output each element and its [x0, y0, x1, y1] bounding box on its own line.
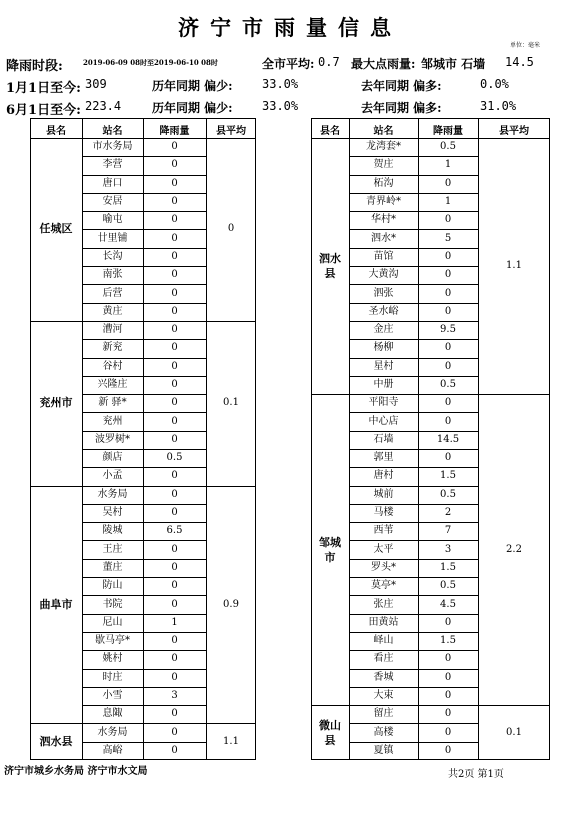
rainfall-value: 0: [171, 214, 178, 226]
rainfall-value: 0: [444, 616, 452, 628]
rainfall-value: 0: [171, 196, 178, 208]
station-name: 书院: [102, 598, 123, 610]
rainfall-value: 6.5: [166, 525, 183, 537]
station-name: 高峪: [102, 744, 123, 756]
station-name: 时庄: [102, 671, 123, 683]
station-name: 防山: [102, 580, 123, 592]
station-name: 平阳寺: [368, 397, 399, 409]
rainfall-value: 9.5: [440, 324, 456, 336]
column-header: 站名: [373, 126, 394, 137]
station-name: 夏镇: [373, 744, 394, 756]
column-header: 降雨量: [159, 126, 190, 137]
hist-label: 历年同期 偏少:: [152, 79, 233, 93]
rainfall-value: 0: [171, 305, 178, 317]
rainfall-value: 0: [171, 287, 178, 299]
rainfall-value: 0: [171, 269, 178, 281]
rainfall-value: 2: [444, 507, 452, 519]
station-name: 峄山: [373, 635, 394, 647]
column-header: 县名: [46, 126, 66, 137]
station-name: 田黄站: [368, 616, 399, 628]
station-name: 漕河: [102, 324, 123, 336]
station-name: 南张: [102, 269, 123, 281]
rainfall-value: 0: [171, 378, 178, 390]
last-value: 31.0%: [480, 99, 517, 113]
hist-label: 历年同期 偏少:: [152, 101, 233, 115]
county-average: 1.1: [506, 260, 522, 272]
station-name: 柘沟: [373, 177, 394, 189]
rainfall-value: 0: [171, 360, 178, 372]
rainfall-value: 0: [171, 232, 178, 244]
rainfall-value: 0: [171, 141, 178, 153]
unit-label: 单位：毫米: [510, 42, 541, 49]
station-name: 兖州: [102, 415, 123, 427]
rainfall-value: 0: [444, 250, 452, 262]
rainfall-value: 0.5: [166, 452, 183, 464]
station-name: 吴村: [102, 507, 123, 519]
rainfall-value: 1.5: [440, 561, 456, 573]
summary-label: 6月1日至今:: [6, 103, 81, 118]
rainfall-value: 0: [171, 250, 178, 262]
max-station: 邹城市 石墙: [421, 57, 486, 71]
station-name: 城前: [373, 488, 394, 500]
station-name: 石墙: [373, 433, 394, 445]
rainfall-value: 0: [171, 507, 178, 519]
county-average: 0.1: [506, 726, 522, 738]
period-label: 降雨时段:: [6, 59, 63, 74]
rainfall-value: 0.5: [440, 488, 456, 500]
summary-value: 223.4: [85, 99, 122, 113]
station-name: 罗头*: [371, 561, 396, 573]
rainfall-value: 1: [171, 616, 178, 628]
rainfall-value: 0: [171, 397, 178, 409]
rainfall-value: 14.5: [436, 433, 460, 445]
station-name: 金庄: [373, 324, 394, 336]
last-label: 去年同期 偏多:: [361, 101, 442, 115]
summary-value: 309: [85, 77, 107, 91]
last-label: 去年同期 偏多:: [361, 79, 442, 93]
hist-value: 33.0%: [262, 77, 299, 91]
station-name: 新 驿*: [98, 397, 127, 409]
rainfall-value: 0: [444, 397, 452, 409]
page-title: 济宁市雨量信息: [178, 15, 402, 40]
city-avg-label: 全市平均:: [262, 57, 315, 71]
station-name: 太平: [373, 543, 394, 555]
station-name: 后营: [102, 287, 123, 299]
county-name: 泗水县: [39, 734, 73, 748]
station-name: 西苇: [373, 525, 394, 537]
station-name: 贺庄: [373, 159, 394, 171]
station-name: 高楼: [373, 726, 394, 738]
station-name: 波罗树*: [95, 433, 130, 445]
rainfall-value: 0.5: [440, 378, 456, 390]
station-name: 陵城: [102, 525, 123, 537]
rainfall-value: 0: [171, 470, 178, 482]
station-name: 廿里铺: [97, 232, 128, 244]
station-name: 圣水峪: [368, 305, 399, 317]
city-avg-value: 0.7: [318, 55, 340, 69]
station-name: 安居: [102, 196, 123, 208]
station-name: 香城: [373, 671, 394, 683]
rainfall-value: 1.5: [440, 635, 456, 647]
rainfall-value: 0: [171, 708, 178, 720]
rainfall-value: 1: [444, 196, 452, 208]
rainfall-value: 5: [444, 232, 452, 244]
rainfall-value: 0: [444, 177, 452, 189]
county-average: 0: [227, 223, 235, 235]
rainfall-value: 0: [444, 287, 452, 299]
station-name: 杨柳: [373, 342, 394, 354]
station-name: 姚村: [102, 653, 123, 665]
station-name: 龙湾套*: [366, 141, 401, 153]
station-name: 中心店: [368, 415, 399, 427]
rainfall-value: 0: [444, 671, 452, 683]
station-name: 董庄: [102, 561, 123, 573]
column-divider: [206, 118, 207, 760]
station-name: 留庄: [373, 708, 394, 720]
column-header: 降雨量: [433, 126, 463, 137]
period-value: 2019-06-09 08时至2019-06-10 08时: [83, 58, 218, 67]
rainfall-value: 0: [444, 726, 452, 738]
rainfall-value: 0: [171, 177, 178, 189]
station-name: 泗张: [373, 287, 394, 299]
station-name: 星村: [373, 360, 394, 372]
county-average: 0.1: [223, 397, 239, 409]
county-name: 曲阜市: [39, 597, 73, 611]
rainfall-value: 7: [444, 525, 452, 537]
rainfall-value: 0: [171, 580, 178, 592]
station-name: 水务局: [97, 488, 128, 500]
hist-value: 33.0%: [262, 99, 299, 113]
station-name: 张庄: [373, 598, 394, 610]
station-name: 水务局: [97, 726, 128, 738]
rainfall-value: 0: [171, 543, 178, 555]
county-name: 微山县: [319, 718, 341, 747]
rainfall-value: 0: [171, 159, 178, 171]
rainfall-value: 0: [171, 744, 178, 756]
rainfall-value: 0: [444, 305, 452, 317]
station-name: 唐口: [102, 177, 123, 189]
rainfall-value: 0: [171, 415, 178, 427]
last-value: 0.0%: [480, 77, 509, 91]
station-name: 小孟: [102, 470, 123, 482]
column-header: 县平均: [216, 126, 246, 137]
rainfall-value: 0: [444, 689, 452, 701]
rainfall-value: 0.5: [440, 580, 456, 592]
footer-page: 共2页 第1页: [448, 769, 504, 780]
county-average: 0.9: [223, 598, 239, 610]
rainfall-value: 0: [171, 671, 178, 683]
footer-agency: 济宁市城乡水务局 济宁市水文局: [4, 766, 148, 777]
rainfall-value: 0: [171, 561, 178, 573]
rainfall-value: 0.5: [440, 141, 456, 153]
column-divider: [478, 118, 479, 760]
station-name: 李营: [102, 159, 123, 171]
column-header: 站名: [102, 126, 123, 137]
column-header: 县平均: [499, 126, 529, 137]
station-name: 颜店: [102, 452, 123, 464]
station-name: 尼山: [102, 616, 123, 628]
rainfall-value: 3: [171, 689, 178, 701]
station-name: 黄庄: [102, 305, 123, 317]
max-label: 最大点雨量:: [351, 57, 416, 71]
rainfall-value: 0: [171, 488, 178, 500]
station-name: 息陬: [102, 708, 123, 720]
rainfall-value: 0: [444, 269, 452, 281]
station-name: 看庄: [373, 653, 394, 665]
rainfall-value: 0: [444, 415, 452, 427]
rainfall-value: 0: [444, 452, 452, 464]
county-name: 兖州市: [39, 396, 73, 410]
rainfall-value: 0: [171, 653, 178, 665]
station-name: 大束: [373, 689, 394, 701]
station-name: 中册: [373, 378, 394, 390]
rainfall-value: 0: [171, 342, 178, 354]
station-name: 郭里: [373, 452, 394, 464]
station-name: 华村*: [371, 214, 396, 226]
rainfall-value: 0: [171, 635, 178, 647]
rainfall-value: 4.5: [440, 598, 456, 610]
rainfall-value: 0: [171, 324, 178, 336]
station-name: 莫亭*: [371, 580, 396, 592]
column-header: 县名: [320, 126, 340, 137]
station-name: 歇马亭*: [95, 635, 130, 647]
station-name: 喻屯: [102, 214, 123, 226]
rainfall-value: 0: [171, 433, 178, 445]
rainfall-value: 0: [171, 598, 178, 610]
rainfall-value: 0: [444, 214, 452, 226]
station-name: 青界岭*: [366, 196, 401, 208]
rainfall-value: 0: [444, 708, 452, 720]
county-name: 任城区: [39, 222, 73, 236]
county-average: 2.2: [506, 543, 522, 555]
station-name: 谷村: [102, 360, 123, 372]
county-name: 泗水县: [319, 252, 341, 281]
station-name: 马楼: [373, 507, 394, 519]
station-name: 王庄: [102, 543, 123, 555]
rainfall-value: 1: [444, 159, 452, 171]
rainfall-value: 0: [171, 726, 178, 738]
county-average: 1.1: [223, 735, 239, 747]
rainfall-value: 1.5: [440, 470, 456, 482]
station-name: 大黄沟: [368, 269, 399, 281]
rainfall-value: 0: [444, 653, 452, 665]
station-name: 苗馆: [373, 250, 394, 262]
station-name: 小雪: [102, 689, 123, 701]
station-name: 新兖: [102, 342, 123, 354]
county-name: 邹城市: [319, 535, 341, 564]
station-name: 长沟: [102, 250, 123, 262]
rainfall-value: 3: [444, 543, 452, 555]
max-value: 14.5: [505, 55, 534, 69]
rainfall-value: 0: [444, 360, 452, 372]
summary-label: 1月1日至今:: [6, 81, 81, 96]
rainfall-value: 0: [444, 342, 452, 354]
station-name: 唐村: [373, 470, 394, 482]
station-name: 兴隆庄: [97, 378, 128, 390]
station-name: 市水务局: [92, 141, 133, 153]
rainfall-value: 0: [444, 744, 452, 756]
station-name: 泗水*: [371, 232, 396, 244]
